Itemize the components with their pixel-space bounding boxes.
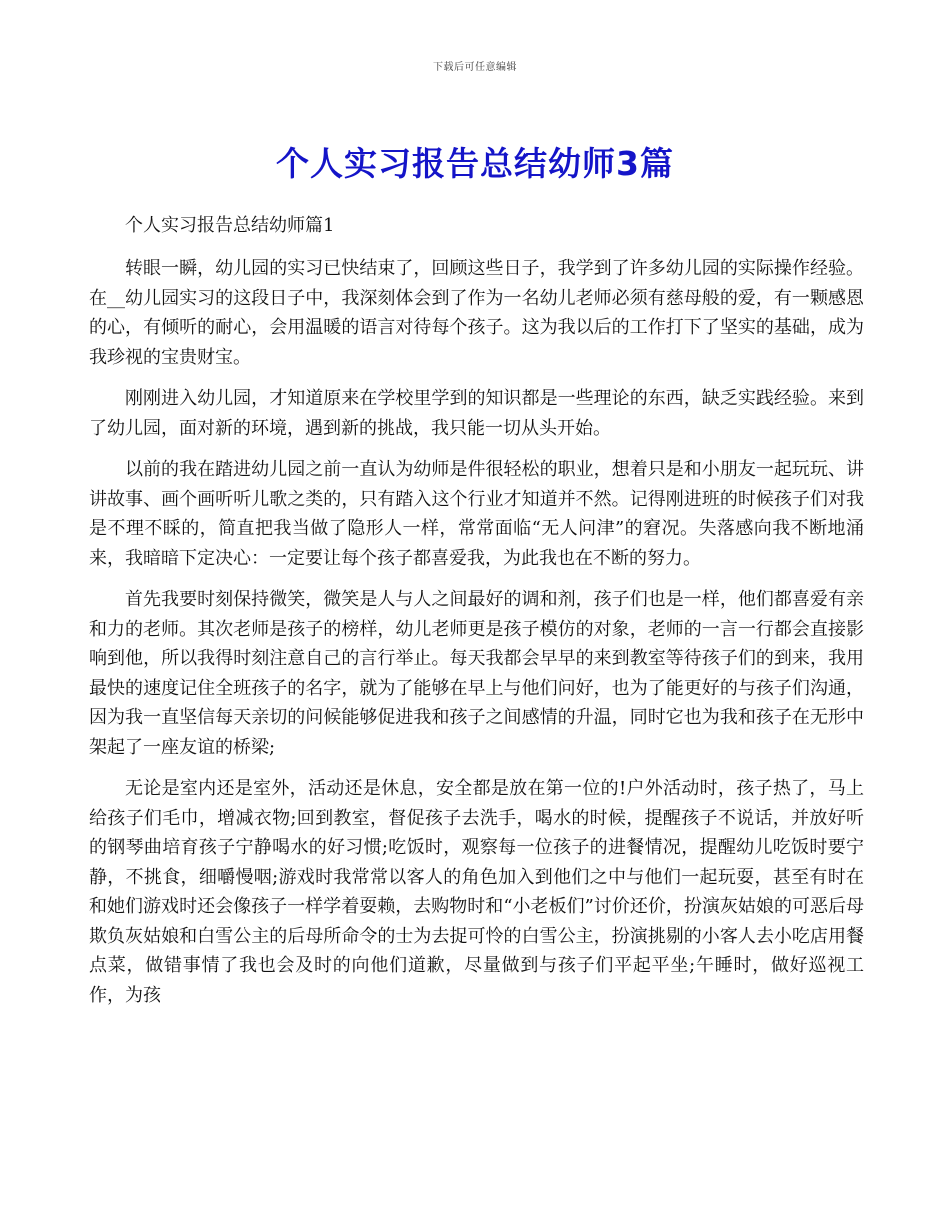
document-title: 个人实习报告总结幼师3篇	[276, 144, 674, 183]
paragraph-2: 刚刚进入幼儿园，才知道原来在学校里学到的知识都是一些理论的东西，缺乏实践经验。来到了幼儿园，面对新的环境，遇到新的挑战，我只能一切从头开始。	[89, 388, 864, 439]
section-heading: 个人实习报告总结幼师篇1	[125, 215, 335, 236]
document-body	[89, 211, 864, 1022]
paragraph-5: 无论是室内还是室外，活动还是休息，安全都是放在第一位的!户外活动时，孩子热了，马上给孩子们毛巾，增减衣物;回到教室，督促孩子去洗手，喝水的时候，提醒孩子不说话，并放好听的钢琴曲培育孩子宁静喝水的好习惯;吃饭时，观察每一位孩子的进餐情况，提醒幼儿吃饭时要宁静，不挑食，细嚼慢咽;游戏时我常常以客人的角色加入到他们之中与他们一起玩耍，甚至有时在和她们游戏时还会像孩子一样学着耍赖，去购物时和“小老板们”讨价还价，扮演灰姑娘的可恶后母欺负灰姑娘和白雪公主的后母所命令的士为去捉可怜的白雪公主，扮演挑剔的小客人去小吃店用餐点菜，做错事情了我也会及时的向他们道歉，尽量做到与孩子们平起平坐;午睡时，做好巡视工作，为孩	[89, 778, 864, 1006]
header-note: 下载后可任意编辑	[433, 62, 517, 73]
paragraph-4: 首先我要时刻保持微笑，微笑是人与人之间最好的调和剂，孩子们也是一样，他们都喜爱有亲和力的老师。其次老师是孩子的榜样，幼儿老师更是孩子模仿的对象，老师的一言一行都会直接影响到他，所以我得时刻注意自己的言行举止。每天我都会早早的来到教室等待孩子们的到来，我用最快的速度记住全班孩子的名字，就为了能够在早上与他们问好，也为了能更好的与孩子们沟通，因为我一直坚信每天亲切的问候能够促进我和孩子之间感情的升温，同时它也为我和孩子在无形中架起了一座友谊的桥梁;	[89, 589, 864, 758]
paragraph-3: 以前的我在踏进幼儿园之前一直认为幼师是件很轻松的职业，想着只是和小朋友一起玩玩、讲讲故事、画个画听听儿歌之类的，只有踏入这个行业才知道并不然。记得刚进班的时候孩子们对我是不理不睬的，简直把我当做了隐形人一样，常常面临“无人问津”的窘况。失落感向我不断地涌来，我暗暗下定决心：一定要让每个孩子都喜爱我，为此我也在不断的努力。	[89, 459, 864, 569]
paragraph-1: 转眼一瞬，幼儿园的实习已快结束了，回顾这些日子，我学到了许多幼儿园的实际操作经验。在__幼儿园实习的这段日子中，我深刻体会到了作为一名幼儿老师必须有慈母般的爱，有一颗感恩的心，有倾听的耐心，会用温暖的语言对待每个孩子。这为我以后的工作打下了坚实的基础，成为我珍视的宝贵财宝。	[89, 258, 864, 368]
